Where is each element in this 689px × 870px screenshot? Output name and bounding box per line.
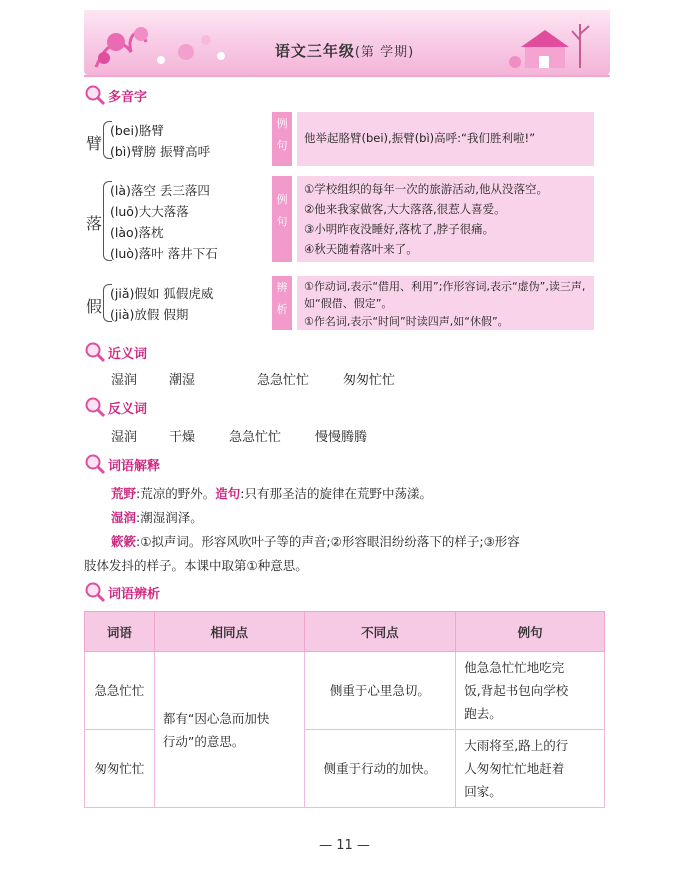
magnifier-icon [84, 84, 106, 106]
antonym-word: 急急忙忙 [229, 430, 282, 445]
section-title: 反义词 [108, 401, 148, 417]
example-sentence: 他举起胳臂(bei),振臂(bì)高呼:“我们胜利啦!” [304, 131, 536, 145]
section-title: 词语辨析 [108, 586, 161, 602]
antonym-word: 干燥 [169, 430, 196, 445]
magnifier-icon [84, 581, 106, 603]
explain-term: 簌簌 [111, 534, 137, 549]
section-word-compare [84, 581, 160, 603]
explain-term: 荒野 [111, 486, 137, 501]
table-cell-same [154, 652, 304, 808]
synonym-word: 潮湿 [169, 373, 196, 388]
table-cell-diff: 侧重于行动的加快。 [304, 730, 456, 808]
example-line: 跑去。 [464, 706, 502, 721]
example-sentence: ②他来我家做客,大大落落,很惹人喜爱。 [304, 202, 506, 216]
reading: (bì)臂膀 振臂高呼 [110, 144, 211, 159]
poly-char: 落 [86, 214, 103, 233]
section-antonyms [84, 396, 147, 418]
example-sentence: ③小明昨夜没睡好,落枕了,脖子很痛。 [304, 222, 495, 236]
reading: (là)落空 丢三落四 [110, 183, 210, 198]
table-cell-example [456, 652, 605, 730]
reading: (luō)大大落落 [110, 204, 189, 219]
section-polyphonic [84, 84, 147, 106]
reading: (luò)落叶 落井下石 [110, 246, 218, 261]
antonym-word: 慢慢腾腾 [315, 430, 368, 445]
explain-term: 湿润 [111, 510, 137, 525]
reading: (lào)落枕 [110, 225, 164, 240]
reading: (jiǎ)假如 狐假虎威 [110, 286, 214, 301]
example-label: 造句 [215, 486, 241, 501]
example-line: 饭,背起书包向学校 [464, 683, 569, 698]
explain-line [111, 532, 520, 550]
explain-line [111, 508, 203, 526]
example-tag: 例 句 [272, 176, 292, 262]
explain-text: :潮湿润泽。 [136, 510, 203, 525]
header-divider [84, 75, 610, 77]
analysis-text: ①作动词,表示“借用、利用”;作形容词,表示“虚伪”,读三声,如“假借、假定”。 [304, 280, 586, 310]
explain-text: :①拟声词。形容风吹叶子等的声音;②形容眼泪纷纷落下的样子;③形容 [136, 534, 520, 549]
explain-line [111, 484, 432, 502]
analysis-tag: 辨 析 [272, 276, 292, 330]
section-synonyms [84, 341, 147, 363]
synonym-word: 湿润 [111, 373, 138, 388]
table-cell-word: 急急忙忙 [85, 652, 155, 730]
reading: (jià)放假 假期 [110, 307, 189, 322]
explain-line: 肢体发抖的样子。本课中取第①种意思。 [84, 558, 308, 573]
table-row [85, 652, 605, 730]
antonym-word: 湿润 [111, 430, 138, 445]
example-line: 人匆匆忙忙地赶着 [464, 761, 565, 776]
synonym-word: 急急忙忙 [257, 373, 310, 388]
example-line: 他急急忙忙地吃完 [464, 660, 565, 675]
compare-table [84, 611, 605, 808]
poly-char: 假 [86, 297, 103, 316]
example-sentence: ④秋天随着落叶来了。 [304, 242, 418, 256]
example-line: 大雨将至,路上的行 [464, 738, 569, 753]
section-title: 词语解释 [108, 458, 161, 474]
explain-text: :荒凉的野外。 [136, 486, 216, 501]
explain-text: :只有那圣洁的旋律在荒野中荡漾。 [240, 486, 432, 501]
table-header: 例句 [456, 612, 605, 652]
table-header-row [85, 612, 605, 652]
table-cell-diff: 侧重于心里急切。 [304, 652, 456, 730]
table-cell-example [456, 730, 605, 808]
poly-char: 臂 [86, 134, 103, 153]
same-line: 行动”的意思。 [162, 733, 245, 749]
table-header: 不同点 [304, 612, 456, 652]
section-word-explain [84, 453, 160, 475]
page-number: — 11 — [319, 838, 370, 853]
table-cell-word: 匆匆忙忙 [85, 730, 155, 808]
reading: (bei)胳臂 [110, 123, 164, 138]
table-header: 相同点 [154, 612, 304, 652]
magnifier-icon [84, 341, 106, 363]
example-sentence: ①学校组织的每年一次的旅游活动,他从没落空。 [304, 182, 548, 196]
analysis-text: ①作名词,表示“时间”时读四声,如“休假”。 [304, 315, 509, 328]
magnifier-icon [84, 396, 106, 418]
magnifier-icon [84, 453, 106, 475]
page-header-title: 语文三年级(第 学期) [274, 42, 415, 60]
same-line: 都有“因心急而加快 [162, 710, 270, 726]
synonym-word: 匆匆忙忙 [343, 373, 396, 388]
section-title: 近义词 [108, 346, 148, 362]
table-header: 词语 [85, 612, 155, 652]
example-tag: 例 句 [272, 112, 292, 166]
section-title: 多音字 [108, 89, 148, 105]
example-line: 回家。 [464, 784, 502, 799]
